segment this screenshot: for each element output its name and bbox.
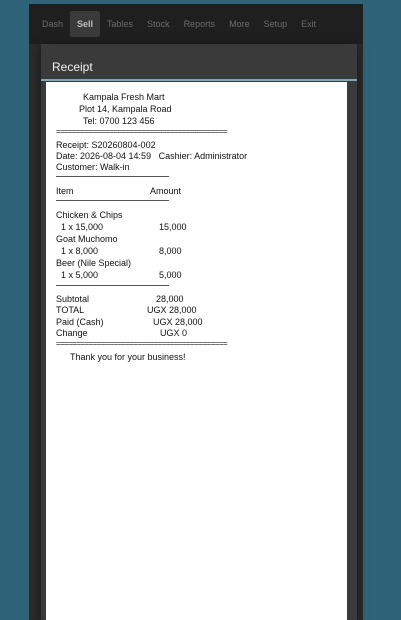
- thin-divider: [56, 176, 169, 177]
- tab-exit[interactable]: Exit: [301, 19, 317, 29]
- item-amount: 15,000: [159, 222, 187, 232]
- item-name: Chicken & Chips: [56, 210, 123, 220]
- tab-more[interactable]: More: [229, 19, 250, 29]
- change-label: Change: [56, 328, 88, 338]
- tab-dash[interactable]: Dash: [42, 19, 64, 29]
- receipt-number: Receipt: S20260804-002: [56, 140, 156, 150]
- item-name: Beer (Nile Special): [56, 258, 132, 268]
- change-value: UGX 0: [160, 328, 188, 338]
- thin-divider: [56, 285, 169, 286]
- customer: Customer: Walk-in: [56, 162, 130, 172]
- receipt-dialog: [41, 44, 357, 620]
- dialog-title-divider: [41, 79, 357, 81]
- item-name: Goat Muchomo: [56, 234, 118, 244]
- separator-top: ==========================================: [56, 127, 228, 136]
- top-nav-bar: [29, 4, 363, 44]
- total-value: UGX 28,000: [147, 305, 197, 315]
- receipt-paper[interactable]: [46, 82, 347, 620]
- date-cashier: Date: 2026-08-04 14:59 Cashier: Administrator: [56, 151, 248, 161]
- store-name: Kampala Fresh Mart: [83, 92, 165, 102]
- tab-tables[interactable]: Tables: [107, 19, 134, 29]
- dialog-title: Receipt: [52, 60, 93, 74]
- tab-setup[interactable]: Setup: [263, 19, 288, 29]
- subtotal-value: 28,000: [156, 294, 184, 304]
- tab-reports[interactable]: Reports: [183, 19, 216, 29]
- store-address: Plot 14, Kampala Road: [79, 104, 172, 114]
- header-item: Item: [56, 186, 74, 196]
- item-qty-price: 1 x 5,000: [61, 270, 99, 280]
- header-amount: Amount: [150, 186, 182, 196]
- thank-you-message: Thank you for your business!: [70, 352, 186, 362]
- total-label: TOTAL: [56, 305, 85, 315]
- paid-label: Paid (Cash): [56, 317, 104, 327]
- paid-value: UGX 28,000: [153, 317, 203, 327]
- item-amount: 8,000: [159, 246, 182, 256]
- thin-divider: [56, 200, 169, 201]
- item-qty-price: 1 x 15,000: [61, 222, 104, 232]
- tab-stock[interactable]: Stock: [147, 19, 170, 29]
- pos-app-window: [29, 4, 363, 620]
- separator-bottom: ==========================================: [56, 339, 228, 348]
- subtotal-label: Subtotal: [56, 294, 90, 304]
- item-qty-price: 1 x 8,000: [61, 246, 99, 256]
- store-phone: Tel: 0700 123 456: [83, 116, 155, 126]
- tab-sell[interactable]: Sell: [70, 11, 100, 37]
- item-amount: 5,000: [159, 270, 182, 280]
